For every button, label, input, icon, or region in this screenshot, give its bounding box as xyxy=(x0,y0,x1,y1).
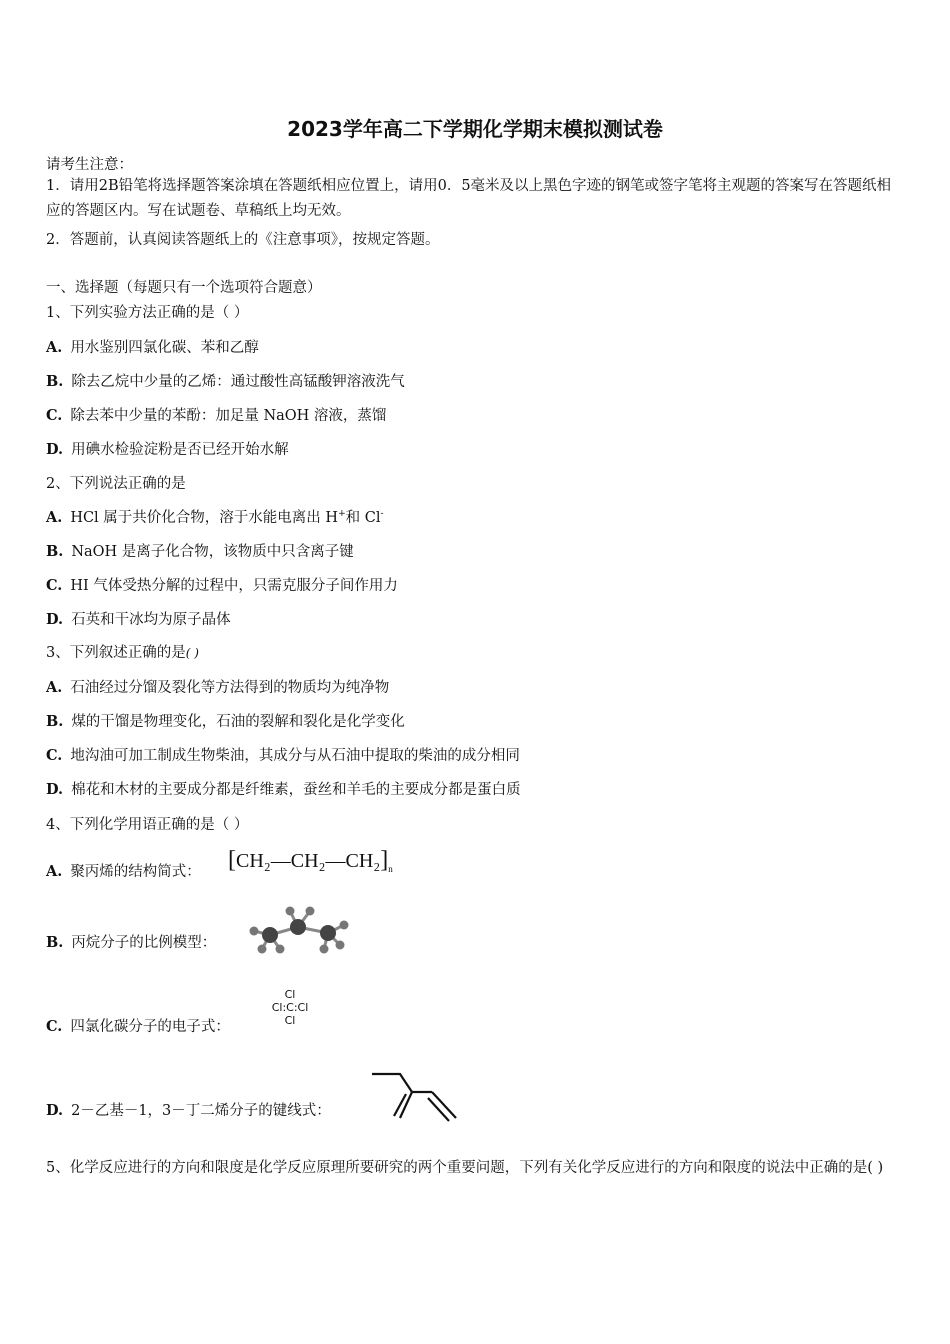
q3-option-b xyxy=(46,710,405,731)
q1-option-a xyxy=(46,336,259,357)
option-text: NaOH 是离子化合物，该物质中只含离子键 xyxy=(71,544,354,560)
ccl4-electron-formula xyxy=(260,988,320,1027)
q1-option-c xyxy=(46,404,386,425)
q2-option-c xyxy=(46,574,398,595)
option-label: C. xyxy=(46,407,63,424)
option-text: HCl 属于共价化合物，溶于水能电离出 H xyxy=(70,510,339,526)
formula-text: CH₂—CH₂—CH₂ xyxy=(236,850,381,872)
formula-subscript: n xyxy=(388,864,393,874)
q3-option-c xyxy=(46,744,520,765)
superscript: + xyxy=(338,509,346,520)
q2-stem: 2、下列说法正确的是 xyxy=(46,476,186,492)
notice-item-2: 2．答题前，认真阅读答题纸上的《注意事项》，按规定答题。 xyxy=(46,232,440,248)
option-text: 棉花和木材的主要成分都是纤维素，蚕丝和羊毛的主要成分都是蛋白质 xyxy=(71,782,521,798)
option-label: C. xyxy=(46,1018,63,1035)
skeletal-formula-icon xyxy=(370,1068,462,1124)
option-label: B. xyxy=(46,373,64,390)
notice-item-1: 1．请用2B铅笔将选择题答案涂填在答题纸相应位置上，请用0．5毫米及以上黑色字迹的钢笔或签字笔将主观题的答案写在答题纸相应的答题区内。写在试题卷、草稿纸上均无效。 xyxy=(46,178,892,219)
q4-option-d xyxy=(46,1099,331,1120)
q3-option-a xyxy=(46,676,389,697)
q3-stem xyxy=(46,641,199,662)
option-label: A. xyxy=(46,339,63,356)
option-label: A. xyxy=(46,509,63,526)
option-text: HI 气体受热分解的过程中，只需克服分子间作用力 xyxy=(70,578,398,594)
option-text: 四氯化碳分子的电子式： xyxy=(70,1019,230,1035)
polypropylene-formula: $[CH_2—CH_2—CH_2]_n$ xyxy=(228,847,393,874)
option-label: B. xyxy=(46,713,64,730)
option-label: D. xyxy=(46,781,64,798)
q1-option-d xyxy=(46,438,289,459)
option-label: B. xyxy=(46,543,64,560)
page-title: 2023学年高二下学期化学期末模拟测试卷 xyxy=(287,117,663,141)
notice-heading: 请考生注意： xyxy=(46,157,133,173)
option-text: 地沟油可加工制成生物柴油，其成分与从石油中提取的柴油的成分相同 xyxy=(70,748,520,764)
q4-option-c xyxy=(46,1015,230,1036)
section-heading: 一、选择题（每题只有一个选项符合题意） xyxy=(46,280,322,296)
q2-option-a xyxy=(46,506,384,527)
q2-option-b xyxy=(46,540,354,561)
q3-stem-text: 3、下列叙述正确的是 xyxy=(46,645,186,661)
q4-option-a xyxy=(46,860,201,881)
q4-stem: 4、下列化学用语正确的是（ ） xyxy=(46,817,249,833)
option-text: 煤的干馏是物理变化，石油的裂解和裂化是化学变化 xyxy=(71,714,405,730)
propane-model-icon xyxy=(240,903,362,955)
option-label: C. xyxy=(46,577,63,594)
option-label: D. xyxy=(46,441,64,458)
option-text: 石油经过分馏及裂化等方法得到的物质均为纯净物 xyxy=(70,680,390,696)
option-label: D. xyxy=(46,1102,64,1119)
q4-option-b xyxy=(46,931,216,952)
formula-text: Cl xyxy=(284,988,296,1001)
option-label: C. xyxy=(46,747,63,764)
option-label: D. xyxy=(46,611,64,628)
option-text: 用水鉴别四氯化碳、苯和乙醇 xyxy=(70,340,259,356)
formula-text: Cl xyxy=(284,1014,296,1027)
q3-option-d xyxy=(46,778,521,799)
superscript: - xyxy=(380,509,384,520)
option-label: B. xyxy=(46,934,64,951)
option-text: 聚丙烯的结构简式： xyxy=(70,864,201,880)
q3-paren: ( ) xyxy=(185,646,199,660)
q1-stem: 1、下列实验方法正确的是（ ） xyxy=(46,305,249,321)
option-text: 和 Cl xyxy=(345,510,381,526)
option-label: A. xyxy=(46,679,63,696)
q5-stem: 5、化学反应进行的方向和限度是化学反应原理所要研究的两个重要问题，下列有关化学反应进行的方向和限度的说法中正确的是( ) xyxy=(46,1160,884,1176)
option-text: 除去苯中少量的苯酚：加足量 NaOH 溶液，蒸馏 xyxy=(70,408,387,424)
option-label: A. xyxy=(46,863,63,880)
formula-text: Cl:C:Cl xyxy=(271,1001,309,1014)
option-text: 用碘水检验淀粉是否已经开始水解 xyxy=(71,442,289,458)
q2-option-d xyxy=(46,608,231,629)
option-text: 2－乙基－1，3－丁二烯分子的键线式： xyxy=(71,1103,331,1119)
option-text: 丙烷分子的比例模型： xyxy=(71,935,217,951)
q1-option-b xyxy=(46,370,405,391)
option-text: 石英和干冰均为原子晶体 xyxy=(71,612,231,628)
option-text: 除去乙烷中少量的乙烯：通过酸性高锰酸钾溶液洗气 xyxy=(71,374,405,390)
